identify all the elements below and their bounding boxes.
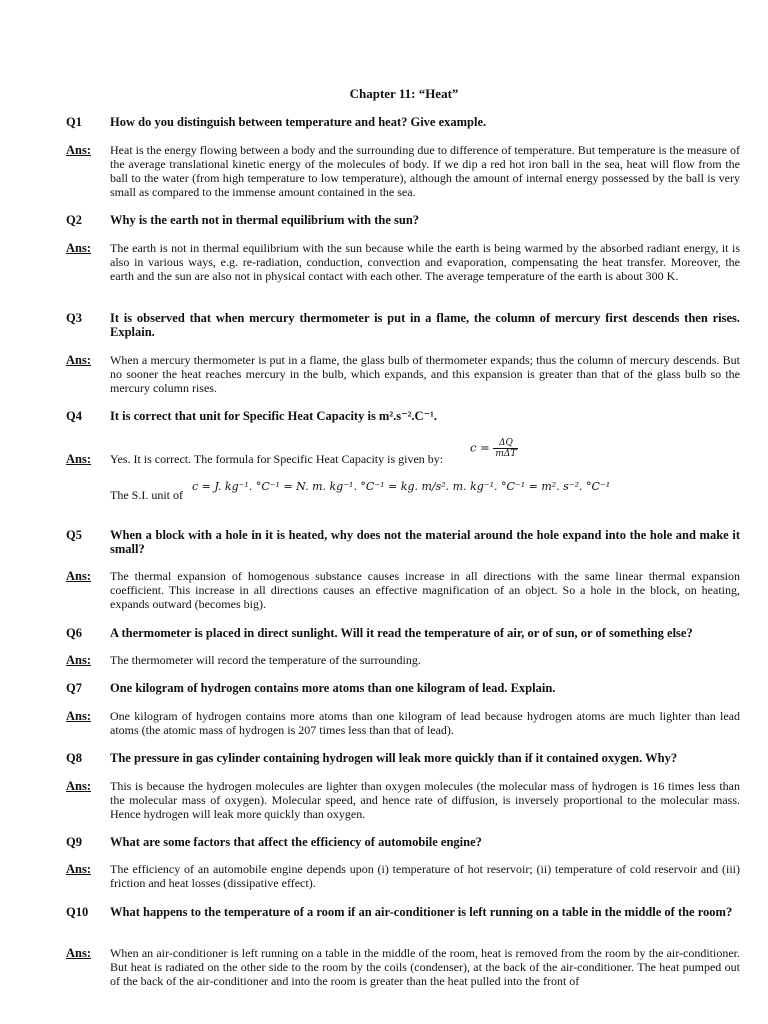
si-unit-formula: c = J. kg⁻¹. °C⁻¹ = N. m. kg⁻¹. °C⁻¹ = kg. m/s². m. kg⁻¹. °C⁻¹ = m². s⁻². °C⁻¹ [192,480,611,493]
answer-text: Heat is the energy flowing between a body and the surrounding due to difference of temperature. But temperature is the measure of the average translational kinetic energy of the molecules of body. If we dip a red hot iron ball in the sea, heat will flow from the ball to the water (from high temperature to low temperature), although the amount of internal energy possessed by the ball is very small as compared to the immense amount contained in the sea. [110,143,741,199]
answer-text: The thermometer will record the temperature of the surrounding. [110,653,421,667]
formula-fraction [493,438,518,459]
formula-denominator: mΔT [495,449,517,459]
answer-text: When a mercury thermometer is put in a flame, the glass bulb of thermometer expands; thus the column of mercury descends. But no sooner the heat reaches mercury in the bulb, which expands, and this expansion is greater than that of the glass bulb so the mercury column rises. [110,353,740,395]
question-label: Q5 [66,528,82,542]
answer-label: Ans: [66,569,92,583]
answer-label: Ans: [66,779,92,793]
answer-text: This is because the hydrogen molecules are lighter than oxygen molecules (the molecular mass of hydrogen is 16 times less than the molecular mass of oxygen). Molecular speed, and hence rate of diffusion, is inversely proportional to the molecular mass. Hence hydrogen will leak more quickly than oxygen. [110,779,740,821]
question-text: It is correct that unit for Specific Heat Capacity is m².s⁻².C⁻¹. [110,409,438,423]
question-text: What happens to the temperature of a room if an air-conditioner is left running on a table in the middle of the room? [110,905,733,919]
answer-label: Ans: [66,653,92,667]
question-text: The pressure in gas cylinder containing hydrogen will leak more quickly than if it contained oxygen. Why? [110,751,678,765]
question-text: What are some factors that affect the efficiency of automobile engine? [110,835,482,849]
answer-text: When an air-conditioner is left running on a table in the middle of the room, heat is removed from the room by the air-conditioner. But heat is radiated on the other side to the room by the coils (condenser), at the back of the air-conditioner. The heat pumped out of the back of the air-conditioner and into the room is greater than the heat pulled into the front of [110,946,740,988]
formula-lhs: c = [470,440,490,455]
answer-text: One kilogram of hydrogen contains more atoms than one kilogram of lead because hydrogen atoms are much lighter than lead atoms (the atomic mass of hydrogen is 207 times less than that of lead). [110,709,740,737]
question-text: How do you distinguish between temperature and heat? Give example. [110,115,487,129]
specific-heat-formula [470,438,518,459]
answer-text: The thermal expansion of homogenous substance causes increase in all directions with the same linear thermal expansion coefficient. This increase in all directions causes an effective magnification of an object. So a hole in the block, on heating, expands outward (becomes big). [110,569,740,611]
question-text: Why is the earth not in thermal equilibrium with the sun? [110,213,420,227]
answer-text: The earth is not in thermal equilibrium with the sun because while the earth is being warmed by the absorbed radiant energy, it is also in various ways, e.g. re-radiation, conduction, convection and evaporation, compensating the heat transfer. Moreover, the earth and the sun are also not in physical contact with each other. The average temperature of the earth is about 300 K. [110,241,740,283]
question-label: Q8 [66,751,82,765]
question-label: Q4 [66,409,82,423]
question-label: Q2 [66,213,82,227]
answer-label: Ans: [66,946,92,960]
question-text: When a block with a hole in it is heated, why does not the material around the hole expand into the hole and make it small? [110,528,740,556]
question-label: Q10 [66,905,89,919]
answer-label: Ans: [66,143,92,157]
answer-label: Ans: [66,862,92,876]
formula-numerator: ΔQ [493,438,518,449]
answer-text: The efficiency of an automobile engine depends upon (i) temperature of hot reservoir; (ii) temperature of cold reservoir and (iii) friction and heat losses (dissipative effect). [110,862,740,890]
question-text: A thermometer is placed in direct sunlight. Will it read the temperature of air, or of sun, or of something else? [110,626,693,640]
question-text: It is observed that when mercury thermometer is put in a flame, the column of mercury first descends then rises. Explain. [110,311,740,339]
answer-label: Ans: [66,353,92,367]
question-label: Q3 [66,311,82,325]
answer-label: Ans: [66,452,92,466]
question-label: Q9 [66,835,82,849]
question-label: Q6 [66,626,82,640]
question-label: Q7 [66,681,82,695]
si-unit-text: The S.I. unit of [110,488,183,502]
chapter-title: Chapter 11: “Heat” [349,86,459,101]
question-label: Q1 [66,115,82,129]
answer-text: Yes. It is correct. The formula for Specific Heat Capacity is given by: [110,452,444,466]
answer-label: Ans: [66,241,92,255]
question-text: One kilogram of hydrogen contains more atoms than one kilogram of lead. Explain. [110,681,556,695]
answer-label: Ans: [66,709,92,723]
